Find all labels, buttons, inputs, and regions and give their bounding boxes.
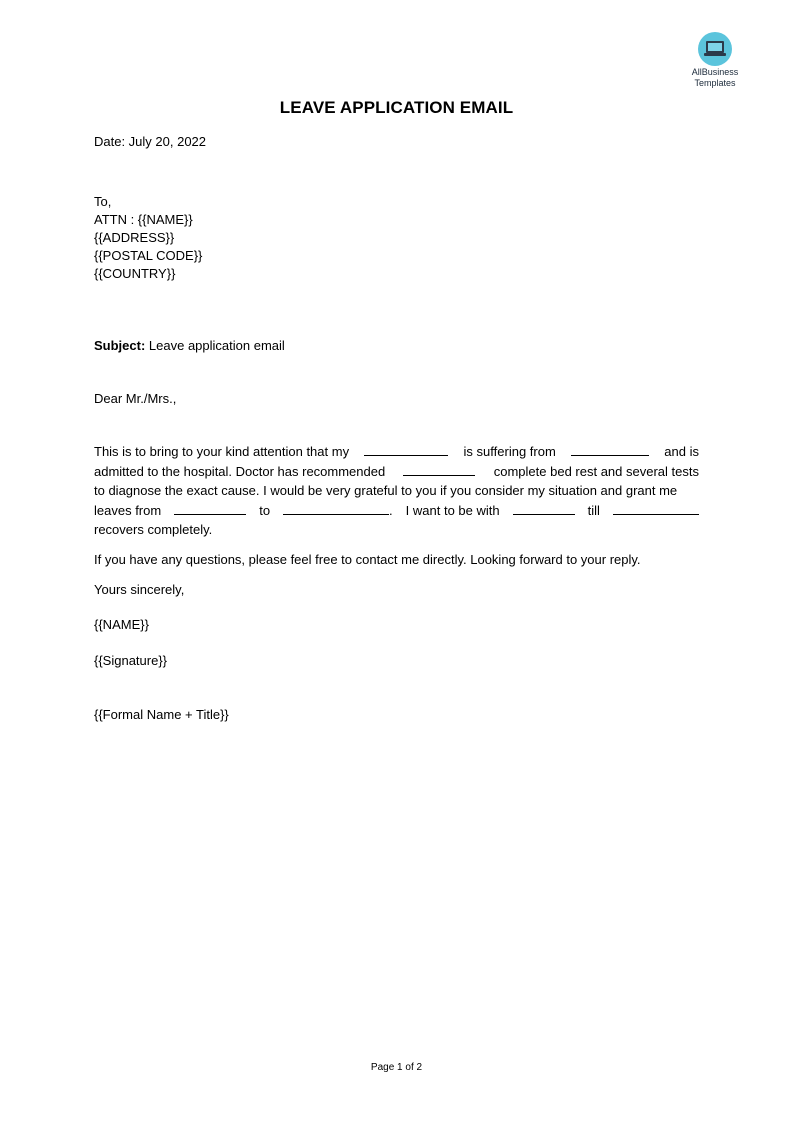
sender-signature: {{Signature}} — [94, 653, 168, 668]
subject-line — [94, 337, 285, 355]
subject-text: Leave application email — [145, 338, 285, 353]
sender-name: {{NAME}} — [94, 617, 149, 632]
blank-field-to-date[interactable] — [283, 501, 389, 515]
recipient-to: To, — [94, 194, 112, 209]
closing: Yours sincerely, — [94, 582, 185, 597]
date-line: Date: July 20, 2022 — [94, 134, 207, 149]
body-line-5: recovers completely. — [94, 522, 213, 537]
body-paragraph — [94, 442, 699, 540]
recipient-postal-code: {{POSTAL CODE}} — [94, 248, 203, 263]
brand-logo — [681, 32, 749, 88]
body-line-4: leaves from to . I want to be with till — [94, 501, 699, 521]
contact-line: If you have any questions, please feel free to contact me directly. Looking forward to your reply. — [94, 552, 641, 567]
sender-formal-name: {{Formal Name + Title}} — [94, 707, 229, 722]
blank-field-person[interactable] — [513, 501, 575, 515]
salutation: Dear Mr./Mrs., — [94, 391, 177, 406]
document-title: LEAVE APPLICATION EMAIL — [279, 98, 514, 117]
blank-field-until[interactable] — [613, 501, 699, 515]
logo-text-line1: AllBusiness — [691, 67, 739, 77]
logo-text-line2: Templates — [694, 78, 736, 88]
subject-label: Subject: — [94, 338, 146, 353]
body-line-1: This is to bring to your kind attention that my is suffering from and is — [94, 444, 699, 459]
laptop-icon — [698, 32, 732, 66]
body-line-3: to diagnose the exact cause. I would be very grateful to you if you consider my situation and grant me — [94, 483, 678, 498]
recipient-address: {{ADDRESS}} — [94, 230, 175, 245]
recipient-country: {{COUNTRY}} — [94, 266, 176, 281]
to-date-group: . — [283, 501, 393, 521]
blank-field-from-date[interactable] — [174, 501, 246, 515]
body-line-2: admitted to the hospital. Doctor has recommended complete bed rest and several tests — [94, 463, 699, 479]
page-number: Page 1 of 2 — [370, 1062, 423, 1073]
blank-field-duration[interactable] — [403, 462, 475, 476]
blank-field-illness[interactable] — [571, 442, 649, 456]
blank-field-relation[interactable] — [364, 442, 448, 456]
recipient-attn: ATTN : {{NAME}} — [94, 212, 193, 227]
